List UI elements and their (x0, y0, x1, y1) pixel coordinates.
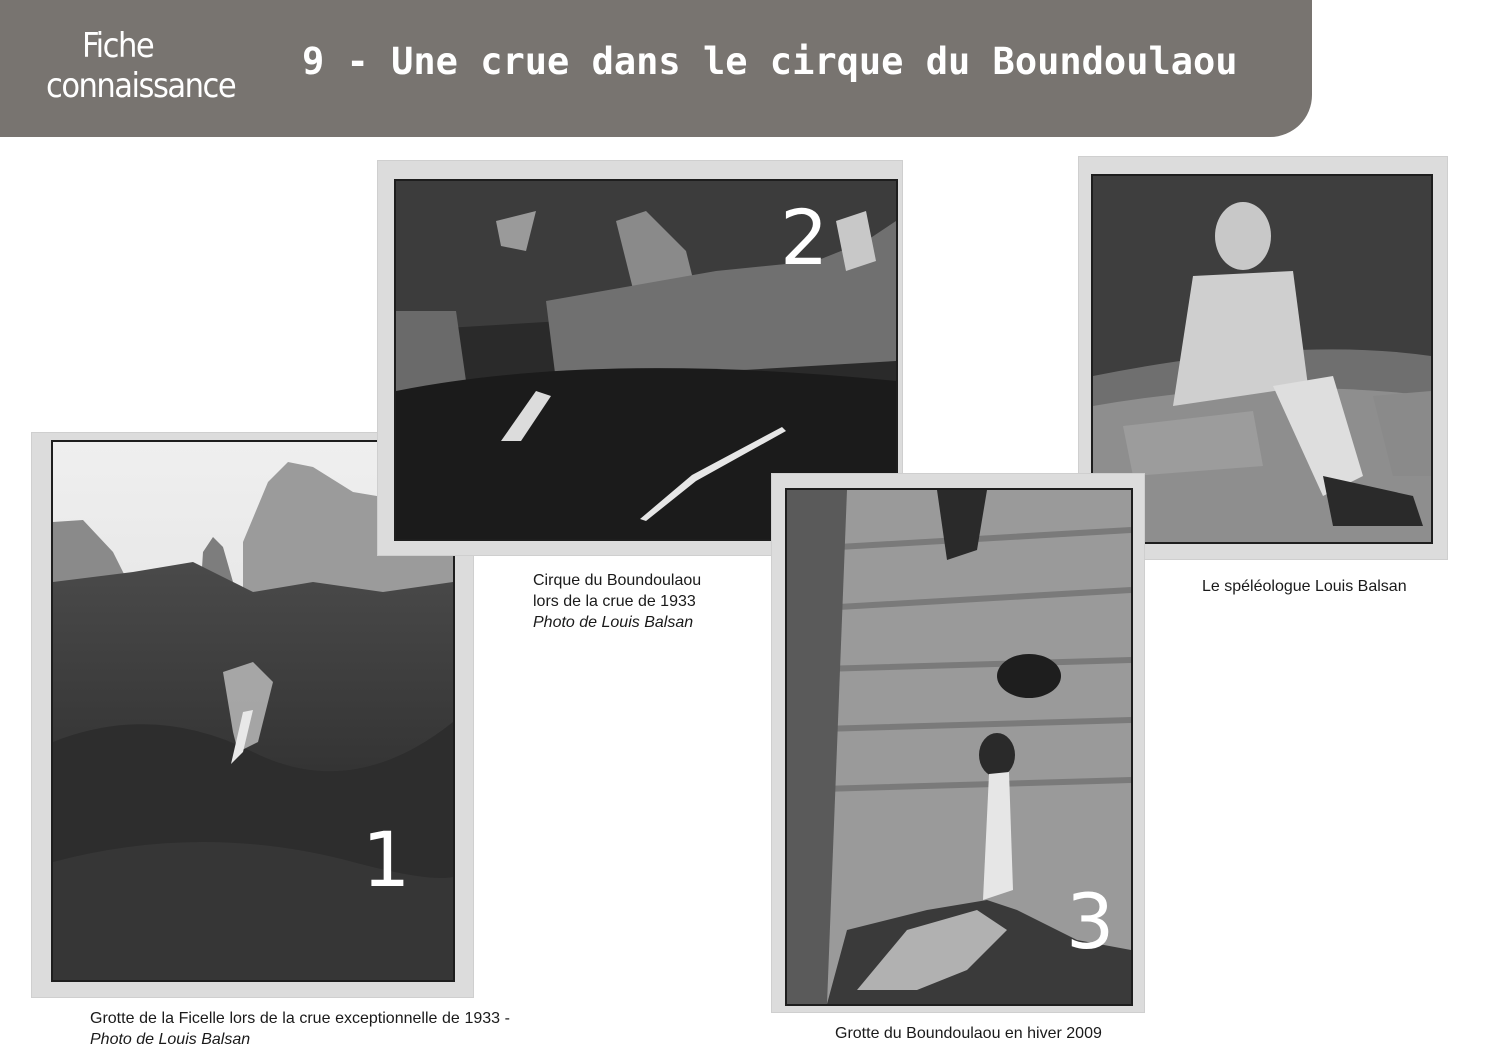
photo-1-caption-text: Grotte de la Ficelle lors de la crue exceptionnelle de 1933 - (90, 1010, 510, 1027)
header-banner (0, 0, 1312, 137)
photo-2-caption-credit: Photo de Louis Balsan (533, 614, 694, 631)
photo-2-caption-line-1: Cirque du Boundoulaou (533, 572, 702, 589)
photo-1-number: 1 (362, 815, 411, 904)
page-title: 9 - Une crue dans le cirque du Boundoulaou (302, 40, 1238, 83)
photo-1-caption (90, 1008, 510, 1050)
photo-2-caption-line-2: lors de la crue de 1933 (533, 593, 696, 610)
section-kicker (46, 26, 270, 106)
photo-2-number: 2 (780, 193, 829, 282)
photo-1-caption-credit: Photo de Louis Balsan (90, 1031, 251, 1048)
kicker-line-2: connaissance (46, 66, 236, 106)
photo-4-caption: Le spéléologue Louis Balsan (1202, 578, 1407, 595)
photo-3-caption: Grotte du Boundoulaou en hiver 2009 (835, 1025, 1102, 1042)
photo-2-caption (533, 570, 763, 633)
photo-3-number: 3 (1066, 877, 1115, 966)
kicker-line-1: Fiche (82, 26, 154, 66)
